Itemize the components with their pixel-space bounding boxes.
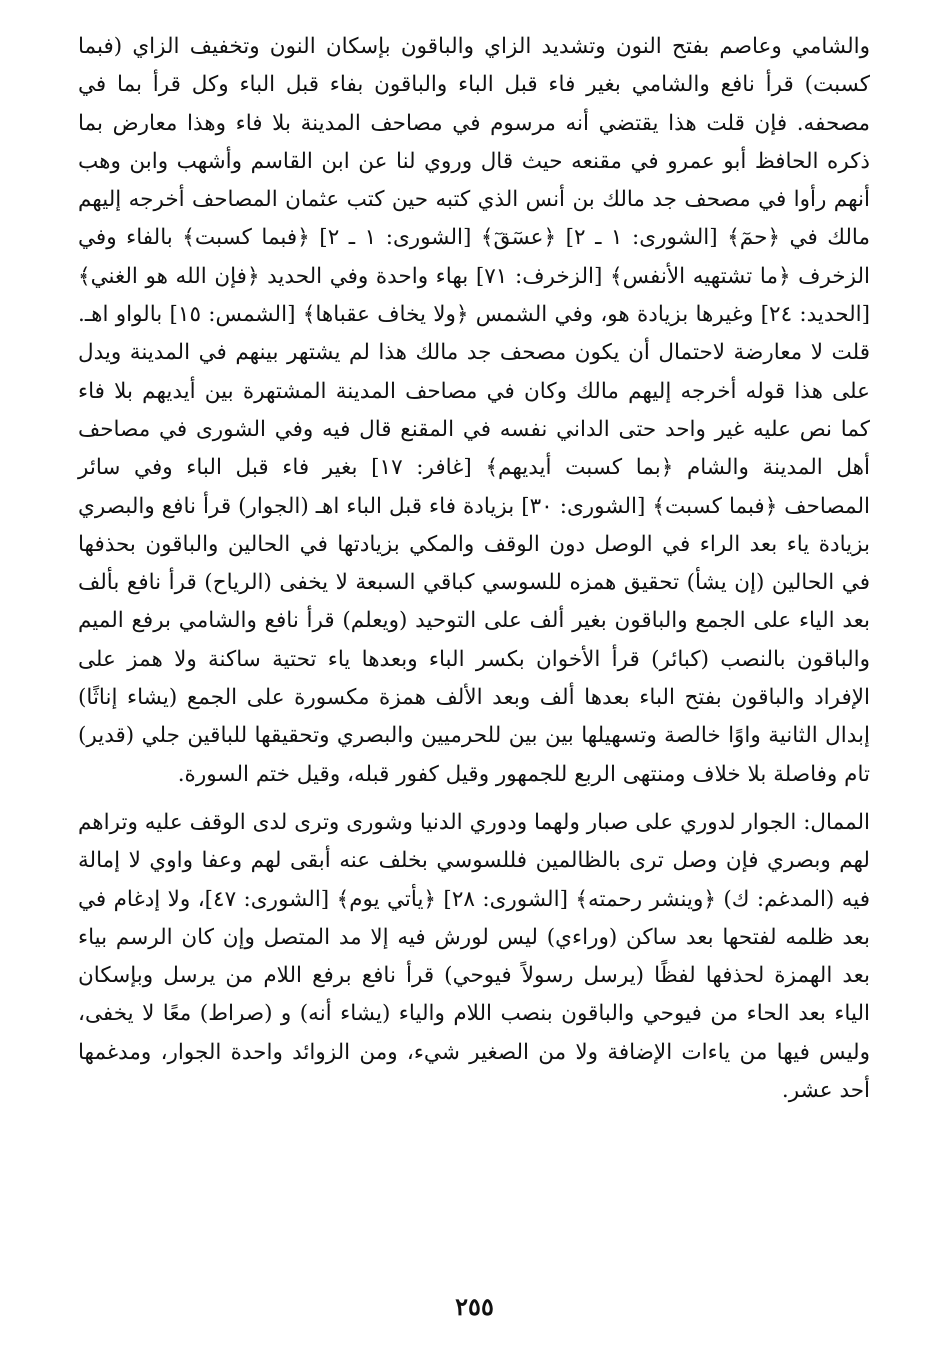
document-body xyxy=(78,28,870,1110)
paragraph-mumal: الممال: الجوار لدوري على صبار ولهما ودوري الدنيا وشورى وترى لدى الوقف عليه وتراهم لهم وبصري فإن وصل ترى بالظالمين فللسوسي بخلف عنه أبقى لهم وعفا واوي لا إمالة فيه (المدغم: ك) ﴿وينشر رحمته﴾ [الشورى: ٢٨] ﴿يأتي يوم﴾ [الشورى: ٤٧]، ولا إدغام في بعد ظلمه لفتحها بعد ساكن (وراءي) ليس لورش فيه إلا مد المتصل وإن كان الرسم بياء بعد الهمزة لحذفها لفظًا (يرسل رسولاً فيوحي) قرأ نافع برفع اللام من يرسل وبإسكان الياء بعد الحاء من فيوحي والباقون بنصب اللام والياء (يشاء أنه) و (صراط) معًا لا يخفى، وليس فيها من ياءات الإضافة ولا من الصغير شيء، ومن الزوائد واحدة الجوار، ومدغمها أحد عشر. xyxy=(78,809,870,1104)
paragraph-commentary: والشامي وعاصم بفتح النون وتشديد الزاي والباقون بإسكان النون وتخفيف الزاي (فبما كسبت) قرأ نافع والشامي بغير فاء قبل الباء والباقون بفاء قبل الباء وكل قرأ بما في مصحفه. فإن قلت هذا يقتضي أنه مرسوم في مصاحف المدينة بلا فاء وهذا معارض بما ذكره الحافظ أبو عمرو في مقنعه حيث قال وروي لنا عن ابن القاسم وأشهب وابن وهب أنهم رأوا في مصحف جد مالك بن أنس الذي كتبه حين كتب عثمان المصاحف أخرجه إليهم مالك في ﴿حمٓ﴾ [الشورى: ١ ـ ٢] ﴿عسٓقٓ﴾ [الشورى: ١ ـ ٢] ﴿فبما كسبت﴾ بالفاء وفي الزخرف ﴿ما تشتهيه الأنفس﴾ [الزخرف: ٧١] بهاء واحدة وفي الحديد ﴿فإن الله هو الغني﴾ [الحديد: ٢٤] وغيرها بزيادة هو، وفي الشمس ﴿ولا يخاف عقباها﴾ [الشمس: ١٥] بالواو اهـ. قلت لا معارضة لاحتمال أن يكون مصحف جد مالك هذا لم يشتهر بينهم في المدينة ويدل على هذا قوله أخرجه إليهم مالك وكان في مصاحف المدينة المشتهرة بين أيديهم بلا فاء كما نص عليه غير واحد حتى الداني نفسه في المقنع قال فيه وفي الشورى في مصاحف أهل المدينة والشام ﴿بما كسبت أيديهم﴾ [غافر: ١٧] بغير فاء قبل الباء وفي سائر المصاحف ﴿فبما كسبت﴾ [الشورى: ٣٠] بزيادة فاء قبل الباء اهـ (الجوار) قرأ نافع والبصري بزيادة ياء بعد الراء في الوصل دون الوقف والمكي بزيادتها في الحالين والباقون بحذفها في الحالين (إن يشأ) تحقيق همزه للسوسي كباقي السبعة لا يخفى (الرياح) قرأ نافع بألف بعد الياء على الجمع والباقون بغير ألف على التوحيد (ويعلم) قرأ نافع والشامي برفع الميم والباقون بالنصب (كبائر) قرأ الأخوان بكسر الباء وبعدها ياء تحتية ساكنة ولا همز على الإفراد والباقون بفتح الباء بعدها ألف وبعد الألف همزة مكسورة على الجمع (يشاء إناثًا) إبدال الثانية واوًا خالصة وتسهيلها بين بين للحرميين والبصري وتحقيقها للباقين جلي (قدير) تام وفاصلة بلا خلاف ومنتهى الربع للجمهور وقيل كفور قبله، وقيل ختم السورة. xyxy=(78,34,870,787)
page-number: ٢٥٥ xyxy=(455,1292,494,1321)
